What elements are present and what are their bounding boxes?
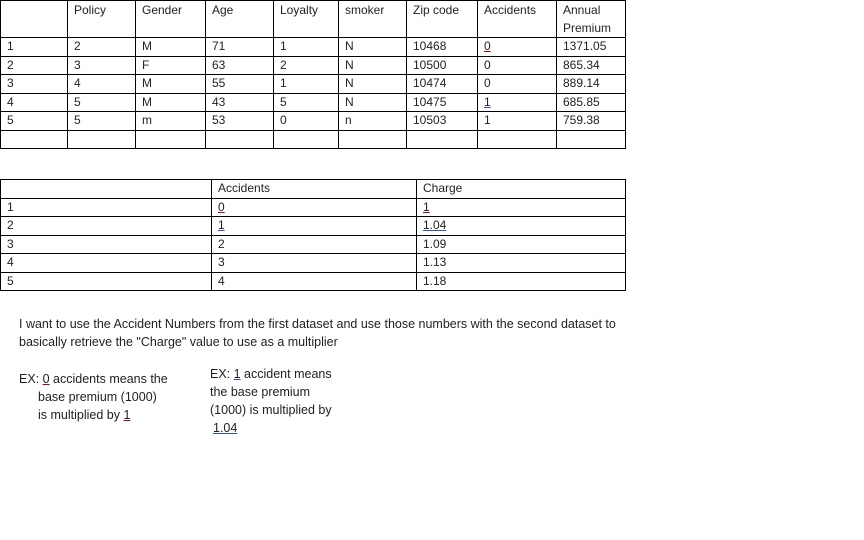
table-cell: 4: [1, 254, 212, 273]
table-cell: 1: [212, 217, 417, 236]
table-cell: 10475: [407, 93, 478, 112]
table-cell: 1.18: [417, 272, 626, 291]
table-cell: 685.85: [557, 93, 626, 112]
table-cell: 1371.05: [557, 38, 626, 57]
table-cell: 889.14: [557, 75, 626, 94]
table-row: [1, 38, 626, 57]
table-cell: 0: [212, 198, 417, 217]
table-cell: 3: [1, 75, 68, 94]
column-header: Loyalty: [274, 1, 339, 38]
table-cell: 2: [274, 56, 339, 75]
table-cell: [68, 130, 136, 149]
table-cell: [478, 130, 557, 149]
header-row: [1, 1, 626, 38]
table-cell: 5: [274, 93, 339, 112]
table-cell: m: [136, 112, 206, 131]
policy-table: [0, 0, 626, 149]
table-cell: 1: [274, 75, 339, 94]
example-2-multiplier: 1.04: [213, 421, 238, 435]
table-cell: 2: [1, 56, 68, 75]
table-cell: [274, 130, 339, 149]
table-cell: [136, 130, 206, 149]
table-cell: 0: [478, 75, 557, 94]
table-row: [1, 130, 626, 149]
table-cell: 1: [274, 38, 339, 57]
table-row: [1, 198, 626, 217]
table-cell: 1.04: [417, 217, 626, 236]
column-header: [1, 180, 212, 199]
table-cell: 1: [1, 38, 68, 57]
column-header: Age: [206, 1, 274, 38]
table-cell: 5: [1, 272, 212, 291]
table-cell: [1, 130, 68, 149]
table-cell: M: [136, 93, 206, 112]
table-cell: 10468: [407, 38, 478, 57]
column-header: [1, 1, 68, 38]
example-2: EX: 1 accident means the base premium (1000) is multiplied by 1.04: [210, 367, 332, 435]
table-cell: 5: [1, 112, 68, 131]
table-cell: M: [136, 38, 206, 57]
column-header: Zip code: [407, 1, 478, 38]
table-cell: 2: [68, 38, 136, 57]
table-cell: 10503: [407, 112, 478, 131]
table-row: [1, 112, 626, 131]
table-row: [1, 75, 626, 94]
table-cell: 1.09: [417, 235, 626, 254]
table-cell: 865.34: [557, 56, 626, 75]
table-row: [1, 235, 626, 254]
table-cell: 759.38: [557, 112, 626, 131]
table-row: [1, 56, 626, 75]
table-cell: n: [339, 112, 407, 131]
table-cell: 2: [1, 217, 212, 236]
table-cell: N: [339, 75, 407, 94]
table-cell: [407, 130, 478, 149]
table-cell: 3: [68, 56, 136, 75]
table-cell: 4: [1, 93, 68, 112]
table-cell: 10500: [407, 56, 478, 75]
table-cell: 53: [206, 112, 274, 131]
question-text: I want to use the Accident Numbers from the first dataset and use those numbers with the second dataset to basically retrieve the "Charge" value to use as a multiplier: [19, 317, 616, 349]
table-row: [1, 217, 626, 236]
example-1: EX: 0 accidents means the base premium (1000) is multiplied by 1: [19, 372, 168, 422]
table-cell: 1.13: [417, 254, 626, 273]
table-cell: 1: [478, 93, 557, 112]
header-row: [1, 180, 626, 199]
table-cell: N: [339, 93, 407, 112]
table-cell: 55: [206, 75, 274, 94]
table-cell: N: [339, 56, 407, 75]
table-row: [1, 93, 626, 112]
table-cell: [557, 130, 626, 149]
column-header: Accidents: [478, 1, 557, 38]
table-cell: 1: [417, 198, 626, 217]
table-cell: 0: [478, 38, 557, 57]
column-header: Policy: [68, 1, 136, 38]
table-cell: 5: [68, 93, 136, 112]
table-cell: 71: [206, 38, 274, 57]
table-cell: 0: [274, 112, 339, 131]
table-cell: 3: [212, 254, 417, 273]
example-1-multiplier: 1: [123, 408, 131, 422]
table-cell: [206, 130, 274, 149]
table-cell: [339, 130, 407, 149]
table-row: [1, 272, 626, 291]
table-cell: 5: [68, 112, 136, 131]
column-header: Annual Premium: [557, 1, 626, 38]
table-cell: M: [136, 75, 206, 94]
column-header: Charge: [417, 180, 626, 199]
column-header: Gender: [136, 1, 206, 38]
table-cell: N: [339, 38, 407, 57]
table-cell: F: [136, 56, 206, 75]
table-cell: 63: [206, 56, 274, 75]
charge-table: [0, 179, 626, 291]
table-cell: 43: [206, 93, 274, 112]
table-cell: 1: [1, 198, 212, 217]
table-cell: 4: [68, 75, 136, 94]
example-1-accidents: 0: [42, 372, 50, 386]
example-2-accidents: 1: [233, 367, 241, 381]
table-cell: 4: [212, 272, 417, 291]
table-cell: 0: [478, 56, 557, 75]
column-header: Accidents: [212, 180, 417, 199]
column-header: smoker: [339, 1, 407, 38]
table-row: [1, 254, 626, 273]
table-cell: 10474: [407, 75, 478, 94]
table-cell: 1: [478, 112, 557, 131]
table-cell: 2: [212, 235, 417, 254]
table-cell: 3: [1, 235, 212, 254]
